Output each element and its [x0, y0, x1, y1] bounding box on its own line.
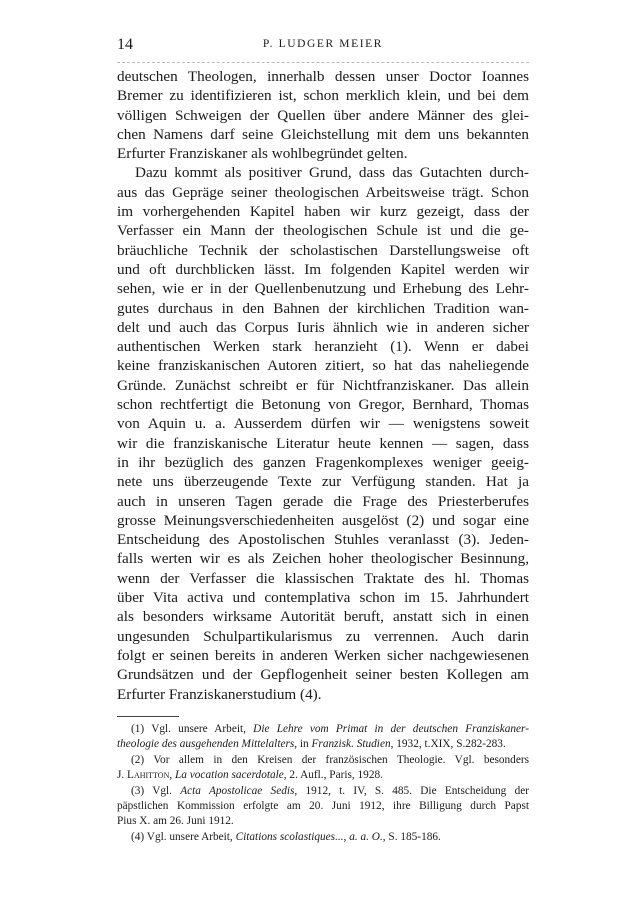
footnote-text: , in	[294, 738, 312, 751]
footnote-text: , S. 185-186.	[382, 830, 441, 843]
text-line: Erfurter Franziskaner als wohlbegründet gelten.	[117, 145, 408, 163]
cited-title: Die Lehre vom Primat in der deutschen Franziskaner-	[253, 723, 529, 735]
text-line: Dazu kommt als positiver Grund, dass das Gutachten durch-	[135, 164, 529, 182]
footnotes	[117, 722, 529, 845]
text-line: folgt er seinen bereits in anderen Werken sicher nachgewiesenen	[117, 646, 529, 664]
cited-journal: Acta Apostolicae Sedis	[180, 784, 295, 797]
text-line: ungesunden Schulpartikularismus zu verrennen. Auch darin	[117, 627, 529, 645]
running-head	[117, 36, 529, 58]
footnote-text: (4) Vgl. unsere Arbeit,	[131, 830, 236, 843]
text-line: völligen Schweigen der Quellen über andere Männer des glei-	[117, 106, 529, 124]
page-number: 14	[117, 36, 133, 53]
text-line: aus das Gepräge seiner theologischen Arbeitsweise trägt. Schon	[117, 183, 529, 201]
text-line: schon rechtfertigt die Betonung von Gregor, Bernhard, Thomas	[117, 396, 529, 414]
text-line: Grundsätzen und der Gepflogenheit seiner besten Kollegen am	[117, 666, 529, 684]
footnote-4-line	[117, 830, 529, 845]
text-line: wenn der Verfasser die klassischen Traktate des hl. Thomas	[117, 569, 529, 587]
text-line: von Aquin u. a. Ausserdem dürfen wir — wenigstens soweit	[117, 415, 529, 433]
text-line: Verfasser ein Mann der theologischen Schule ist und die ge-	[117, 222, 529, 240]
text-line: Entscheidung des Apostolischen Stuhles veranlasst (3). Jeden-	[117, 531, 529, 549]
text-line: gutes durchaus in den Bahnen der kirchlichen Tradition wan-	[117, 299, 529, 317]
cited-journal: Franzisk. Studien	[311, 738, 391, 751]
cited-title: Citations scolastiques..., a. a. O.	[235, 830, 383, 843]
footnote-3-line: Pius X. am 26. Juni 1912.	[117, 815, 234, 828]
footnote-text: ,	[169, 769, 176, 782]
footnote-rule	[117, 716, 179, 717]
footnote-2-line: (2) Vor allem in den Kreisen der französischen Theologie. Vgl. besonders	[131, 753, 529, 766]
text-line: im vorhergehenden Kapitel haben wir kurz gezeigt, dass der	[117, 203, 529, 221]
text-line: auch in unseren Tagen gerade die Frage des Priesterberufes	[117, 492, 529, 510]
text-line: wir die franziskanische Literatur heute kennen — sagen, dass	[117, 434, 529, 452]
text-line: chen Namens darf seine Gleichstellung mit dem uns bekannten	[117, 125, 529, 143]
text-line: über Vita activa und contemplativa schon im 15. Jahrhundert	[117, 589, 529, 607]
footnote-1-line	[117, 722, 529, 737]
text-line: nete uns überzeugende Texte zur Verfügung standen. Hat ja	[117, 473, 529, 491]
footnote-text: , 1912, t. IV, S. 485. Die Entscheidung der	[294, 784, 529, 797]
text-line: bräuchliche Technik der scholastischen Darstellungsweise oft	[117, 241, 529, 259]
text-line: Erfurter Franziskanerstudium (4).	[117, 685, 322, 703]
header-rule	[117, 62, 529, 63]
text-line: delt und auch das Corpus Iuris ähnlich wie in anderen sicher	[117, 318, 529, 336]
text-line: und oft durchblicken lässt. Im folgenden Kapitel werden wir	[117, 260, 529, 278]
footnote-3-line	[117, 784, 529, 799]
cited-author: J. Lahitton	[117, 769, 170, 782]
footnote-text: (3) Vgl.	[131, 784, 181, 797]
footnote-2-line	[117, 768, 529, 783]
text-line: falls werten wir es als Zeichen hoher theologischer Besinnung,	[117, 550, 529, 568]
main-text	[117, 67, 529, 704]
footnote-text: , 1932, t.XIX, S.282-283.	[390, 738, 506, 751]
text-line: sehen, wie er in der Quellenbenutzung und Erhebung des Lehr-	[117, 280, 529, 298]
text-line: keine franziskanischen Autoren zitiert, so hat das naheliegende	[117, 357, 529, 375]
text-line: Bremer zu identifizieren ist, schon merklich klein, und bei dem	[117, 87, 529, 105]
text-line: Gründe. Zunächst schreibt er für Nichtfranziskaner. Das allein	[117, 376, 529, 394]
text-line: als besonders wirksame Autorität beruft, anstatt sich in einen	[117, 608, 529, 626]
footnote-text: , 2. Aufl., Paris, 1928.	[283, 769, 383, 782]
footnote-text: (1) Vgl. unsere Arbeit,	[131, 723, 254, 735]
footnote-3-line: päpstlichen Kommission erfolgte am 20. Juni 1912, ihre Billigung durch Papst	[117, 799, 529, 812]
text-line: in ihr bezüglich des ganzen Fragenkomplexes weniger geeig-	[117, 453, 529, 471]
text-line: deutschen Theologen, innerhalb dessen unser Doctor Ioannes	[117, 68, 529, 85]
footnote-1-line	[117, 737, 529, 752]
running-title: P. LUDGER MEIER	[262, 38, 384, 50]
text-line: authentischen Werken stark heranzieht (1). Wenn er dabei	[117, 338, 529, 356]
cited-title: La vocation sacerdotale	[175, 769, 284, 782]
text-line: grosse Meinungsverschiedenheiten ausgelöst (2) und sogar eine	[117, 511, 529, 529]
cited-title: theologie des ausgehenden Mittelalters	[117, 738, 295, 751]
